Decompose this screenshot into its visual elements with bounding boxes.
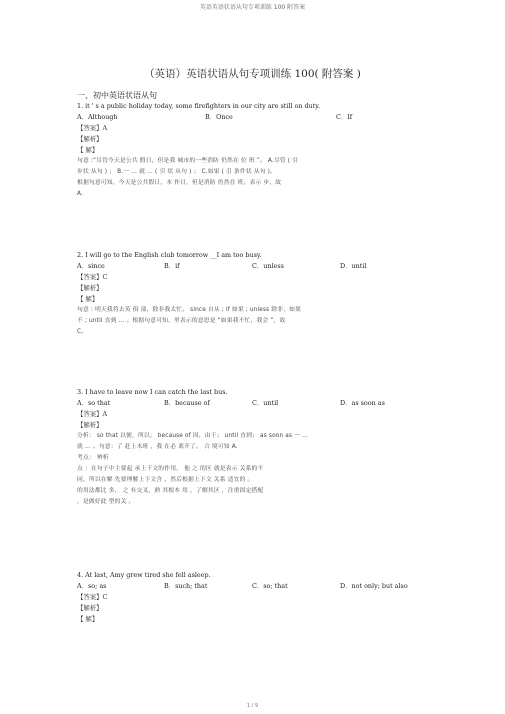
- explanation-line: 句意 : 明天我将去英 俱 部，除非我太忙。 since 自从 ; if 如果 ; unless 除非，如果: [77, 307, 302, 313]
- explanation-line: 的用法都比 多， 之 有交叉，熟 其根本 用 ，了解其区 ，注重固定搭配: [77, 488, 264, 494]
- option-d: D．as soon as: [340, 399, 385, 407]
- option-a: A．Although: [77, 113, 118, 121]
- question-stem: 2. I will go to the English club tomorrow __I am too busy.: [77, 251, 262, 259]
- explanation-line: 同，所以在解 先要理解上下文含 ，然后根据上下文 关系 适宜的 。: [77, 477, 254, 483]
- answer: 【答案】A: [77, 410, 108, 418]
- option-b: B．if: [164, 262, 180, 270]
- page-title: （英语）英语状语从句专项训练 100( 附答案 ): [144, 68, 361, 80]
- explanation-line: 根据句意可知，今天是公共假日，本 作日，但是消防 仍然在 班，表示 步，故: [77, 180, 282, 186]
- page-number: 1 / 9: [246, 703, 259, 709]
- option-b: B．Once: [205, 113, 233, 121]
- option-b: B．such; that: [164, 582, 208, 590]
- question-1: [77, 101, 437, 200]
- question-stem: 1. it ' s a public holiday today, some firefighters in our city are still on duty.: [77, 102, 321, 110]
- running-header: 英语英语状语从句专项训练 100 附答案: [199, 4, 306, 11]
- options: [77, 581, 437, 592]
- question-stem: 3. I have to leave now I can catch the last bus.: [77, 388, 228, 396]
- option-d: D．until: [340, 262, 367, 270]
- option-a: A．so; as: [77, 582, 107, 590]
- explanation-line: 句意 :“尽管今天是公共 假日，但是我 城市的一些消防 仍然在 位 班 ”。 A.尽管 ( 引: [77, 158, 299, 164]
- answer: 【答案】A: [77, 124, 108, 132]
- explanation-line: 分析： so that 以便，所以； because of 因，由于； until 直到； as soon as 一 …: [77, 433, 309, 439]
- explanation-line: 就 … 。句意：了 赶上末班 ，我 在必 离开了。 合 境可知 A.: [77, 444, 238, 450]
- option-a: A．since: [77, 262, 105, 270]
- option-c: C．until: [252, 399, 279, 407]
- option-c: C．so; that: [252, 582, 288, 590]
- question-4: [77, 570, 437, 625]
- option-d: D．not only; but also: [340, 582, 408, 590]
- analysis-label: 【解析】: [77, 604, 103, 612]
- analysis-label: 【解析】: [77, 421, 103, 429]
- detail-label: 【 解】: [77, 615, 99, 623]
- explanation-line: ，是做好此 型的关 。: [77, 499, 135, 505]
- explanation-line: 步状 从句 ) ； B.一 … 就 … ( 引 状 从句 ) ； C.如果 ( 引 条件状 从句 )。: [77, 169, 277, 175]
- option-a: A．so that: [77, 399, 111, 407]
- question-3: [77, 387, 437, 508]
- options: [77, 398, 437, 409]
- option-b: B．because of: [164, 399, 210, 407]
- section-heading: 一、初中英语状语从句: [77, 91, 157, 100]
- explanation-line: 不 ; until 直到 … 。根据句意可知，里表示的意思是 “如果我不忙，我会 ”，故: [77, 318, 286, 324]
- explanation-line: C。: [77, 329, 88, 335]
- answer: 【答案】C: [77, 593, 108, 601]
- options: [77, 261, 437, 272]
- question-stem: 4. At last, Amy grew tired she fell asleep.: [77, 571, 211, 579]
- question-2: [77, 250, 437, 338]
- explanation-line: 点 ：在句子中主要起 承上下文的作用， 他 之 的区 就是表示 关系的不: [77, 466, 264, 472]
- analysis-label: 【解析】: [77, 135, 103, 143]
- explanation-line: 考点： 辨析: [77, 455, 109, 461]
- detail-label: 【 解】: [77, 146, 99, 154]
- analysis-label: 【解析】: [77, 284, 103, 292]
- option-c: C．If: [336, 113, 353, 121]
- explanation-line: A.: [77, 191, 84, 197]
- answer: 【答案】C: [77, 273, 108, 281]
- option-c: C．unless: [252, 262, 284, 270]
- detail-label: 【 解】: [77, 295, 99, 303]
- options: [77, 112, 437, 123]
